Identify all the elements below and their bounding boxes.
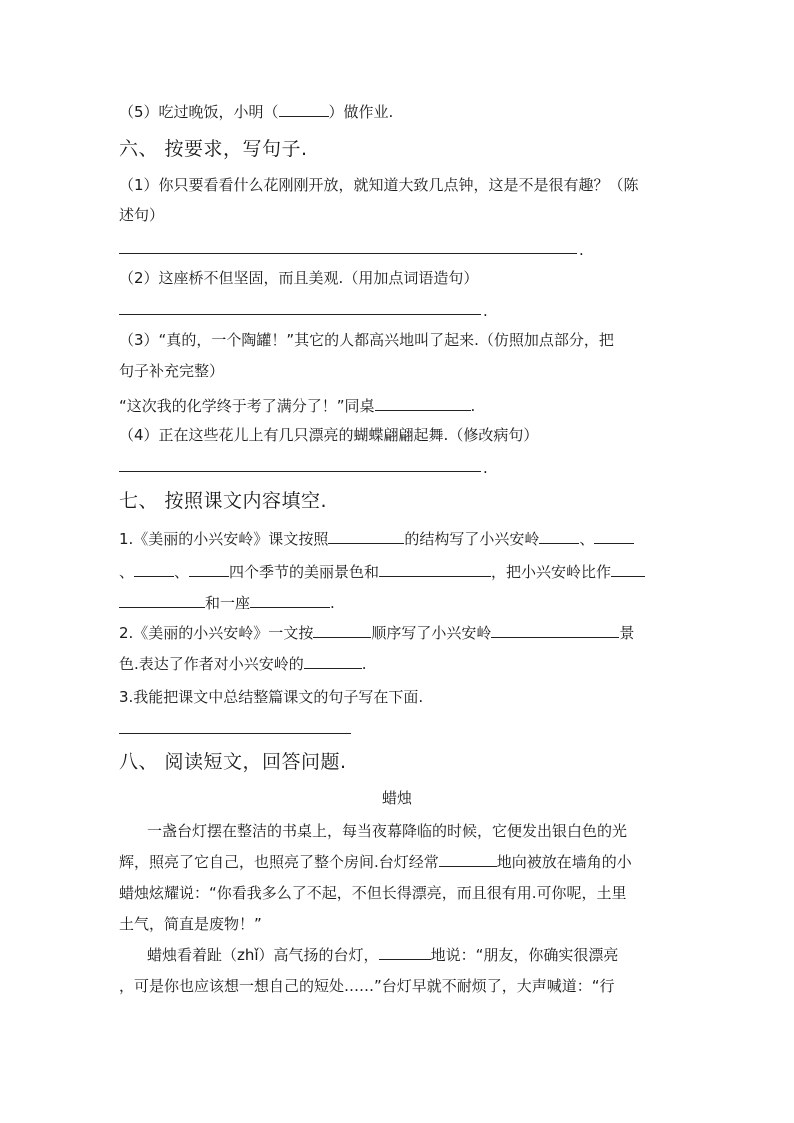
s7-item1-line3: 和一座 . [119, 593, 335, 613]
section-6-title: 六、 按要求，写句子. [119, 138, 308, 160]
period: . [579, 241, 584, 259]
question-5: （5）吃过晚饭，小明（ ）做作业. [119, 103, 394, 121]
s6-q3-line2: 句子补充完整） [119, 362, 225, 380]
para1-line4: 土气，简直是废物！” [119, 915, 262, 933]
story-title: 蜡烛 [381, 789, 412, 807]
s6-q1-line1: （1）你只要看看什么花刚刚开放，就知道大致几点钟，这是不是很有趣？（陈 [119, 176, 639, 194]
s7-item2-line2: 色.表达了作者对小兴安岭的 . [119, 655, 367, 673]
s6-q3-line1: （3）“真的，一个陶罐！”其它的人都高兴地叫了起来.（仿照加点部分，把 [119, 331, 614, 349]
section-7-title: 七、 按照课文内容填空. [119, 490, 328, 512]
blank[interactable] [119, 593, 205, 608]
s6-q3-line3: “这次我的化学终于考了满分了！”同桌 . [119, 397, 476, 415]
period: . [483, 302, 488, 320]
s7-item1-line1: 1.《美丽的小兴安岭》课文按照 的结构写了小兴安岭 、 [119, 529, 634, 549]
answer-line-1[interactable] [119, 253, 577, 254]
blank[interactable] [594, 529, 634, 544]
blank[interactable] [313, 623, 371, 638]
s6-q4: （4）正在这些花儿上有几只漂亮的蝴蝶翩翩起舞.（修改病句） [119, 426, 539, 444]
para2-line1: 蜡烛看着趾（zhǐ）高气扬的台灯， 地说：“朋友，你确实很漂亮 [147, 946, 619, 964]
blank[interactable] [379, 562, 491, 577]
blank[interactable] [439, 852, 497, 867]
blank[interactable] [279, 102, 329, 117]
blank[interactable] [375, 396, 471, 411]
para1-line1: 一盏台灯摆在整洁的书桌上，每当夜幕降临的时候，它便发出银白色的光 [147, 822, 628, 840]
blank[interactable] [304, 654, 362, 669]
blank[interactable] [328, 529, 404, 544]
blank[interactable] [189, 562, 229, 577]
para1-line2: 辉，照亮了它自己，也照亮了整个房间.台灯经常 地向被放在墙角的小 [119, 853, 632, 871]
s7-item2-line1: 2.《美丽的小兴安岭》一文按 顺序写了小兴安岭 景 [119, 624, 635, 642]
answer-line-2[interactable] [119, 314, 481, 315]
section-8-title: 八、 阅读短文，回答问题. [119, 751, 347, 773]
para2-line2: ，可是你也应该想一想自己的短处……”台灯早就不耐烦了，大声喊道：“行 [119, 977, 615, 995]
period: . [483, 459, 488, 477]
para1-line3: 蜡烛炫耀说：“你看我多么了不起，不但长得漂亮，而且很有用.可你呢，土里 [119, 884, 627, 902]
blank[interactable] [539, 529, 579, 544]
blank[interactable] [491, 623, 619, 638]
answer-line-4[interactable] [119, 471, 481, 472]
blank[interactable] [611, 562, 645, 577]
s7-item3: 3.我能把课文中总结整篇课文的句子写在下面. [119, 688, 424, 706]
s6-q1-line2: 述句） [119, 206, 165, 224]
blank[interactable] [379, 945, 431, 960]
s7-item1-line2: 、 、 四个季节的美丽景色和 ，把小兴安岭比作 [119, 562, 645, 582]
blank[interactable] [250, 593, 330, 608]
s6-q2: （2）这座桥不但坚固，而且美观.（用加点词语造句） [119, 269, 479, 287]
answer-line-7-3[interactable] [119, 733, 351, 734]
blank[interactable] [134, 562, 174, 577]
